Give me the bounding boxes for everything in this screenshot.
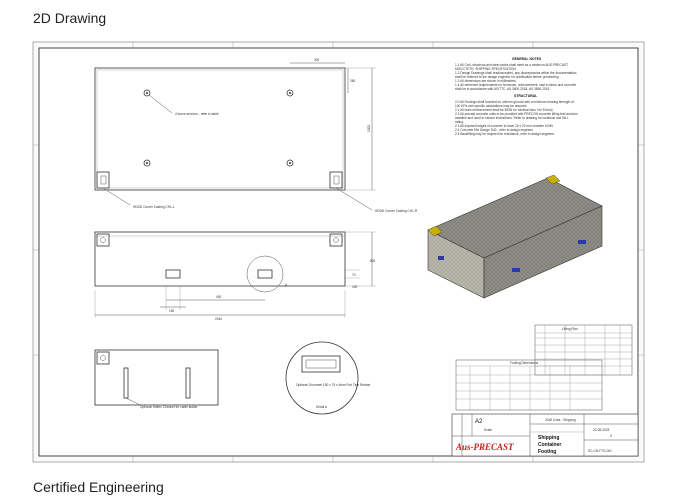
dim-side-1: 70 <box>352 273 356 277</box>
svg-text:1.2 Design Drawings shall read: 1.2 Design Drawings shall read/accepted, any discrepancies within the documentation <box>455 71 577 75</box>
svg-text:shall be referred to the desig: shall be referred to the design engineer for clarification before proceeding. <box>455 75 560 79</box>
dim-top-right: 260 <box>350 79 356 83</box>
company-logo: Aus-PRECAST <box>456 442 514 452</box>
dim-side-2: 150 <box>352 285 358 289</box>
label-corner-left: HDDD Corner Casting CH1-L <box>133 205 175 209</box>
title-block-title-1: Shipping <box>538 435 560 441</box>
title-block-drawing-number: SC-CN-FTG-001 <box>588 449 612 453</box>
label-detail: Detail A <box>316 405 327 409</box>
svg-text:rating.: rating. <box>455 120 464 124</box>
section-heading-2d-drawing: 2D Drawing <box>33 10 107 26</box>
svg-text:2.0 All Footings shall founded: 2.0 All Footings shall founded on uniform ground with a minimum bearing strength of <box>455 100 574 104</box>
svg-text:2.1 All main reinforcement sha: 2.1 All main reinforcement shall be 500N for minimal bars +w+10mm) <box>455 108 553 112</box>
title-block-title-2: Container <box>538 442 562 448</box>
svg-text:2.4 Concrete Mix Design S40 -: 2.4 Concrete Mix Design S40 - refer to design engineer <box>455 128 533 132</box>
dim-top: 300 <box>314 58 320 62</box>
svg-text:1.4 All reference requirements: 1.4 All reference requirements for formwork, reinforcement, cast in items and concrete <box>455 83 577 87</box>
svg-text:STRUCTURAL: STRUCTURAL <box>514 94 538 98</box>
dim-pocket: 400 <box>216 295 222 299</box>
svg-text:2.3 All exposed edges of concr: 2.3 All exposed edges of concrete to have 20 x 20 mm chamfer U/NN <box>455 124 553 128</box>
title-block-date: 22-08-2023 <box>593 428 610 432</box>
dim-height: 1200 <box>367 124 371 132</box>
label-corner-right: HDDD Corner Casting CH1-R <box>375 209 418 213</box>
dim-small: 150 <box>169 309 175 313</box>
svg-text:installed and used to vendor i: installed and used to vendor instructions. Refer to drawing for locations and WLL <box>455 116 569 120</box>
title-block-title-3: Footing <box>538 449 557 455</box>
title-block-scale-label: Scale <box>484 428 492 432</box>
title-block-project: 20x8 Cube - Shipping <box>545 418 576 422</box>
title-block-rev: 0 <box>610 434 612 438</box>
svg-text:1.3 All dimensions are shown i: 1.3 All dimensions are shown in millimeters. <box>455 79 517 83</box>
svg-text:shall be in accordance with AS: shall be in accordance with AS/TTC, AS 3600-2018, AS 3850-2015. <box>455 87 551 91</box>
dim-total: 2440 <box>215 317 223 321</box>
svg-text:100 KPa and specific calculati: 100 KPa and specific calculations may be required. <box>455 104 528 108</box>
svg-text:GENERAL NOTES: GENERAL NOTES <box>512 57 542 61</box>
label-grommet: Optional Grommet 150 x 75 x 4mm Fort Tine Rebate <box>296 383 371 387</box>
svg-text:2.2 All precast concrete units: 2.2 All precast concrete units to be provided with PRECON concrete lifting feet anchors <box>455 112 578 116</box>
lifting-table-title: Lifting Plan <box>562 327 578 331</box>
label-halfen: Optional Halfen Channel for cable ladder <box>140 405 198 409</box>
title-block-size: A2 <box>475 419 483 425</box>
svg-text:2.5 Backfilling may be require: 2.5 Backfilling may be required for resistance, refer to design engineer <box>455 132 555 136</box>
svg-text:MISCCTETIC SHIPPING SPECIFICAT: MISCCTETIC SHIPPING SPECIFICATION. <box>455 67 517 71</box>
detail-a-marker: A <box>285 283 288 287</box>
label-anchor: 4 tonne anchors - refer to table <box>175 112 219 116</box>
dim-elevation-height: 800 <box>370 259 376 263</box>
footing-table-title: Footing Dimensions <box>510 361 539 365</box>
section-heading-certified-engineering: Certified Engineering <box>33 479 164 495</box>
svg-text:1.1 All Civil, structural and: 1.1 All Civil, structural and steel works shall meet as a minimum AUS-PRECAST <box>455 63 569 67</box>
